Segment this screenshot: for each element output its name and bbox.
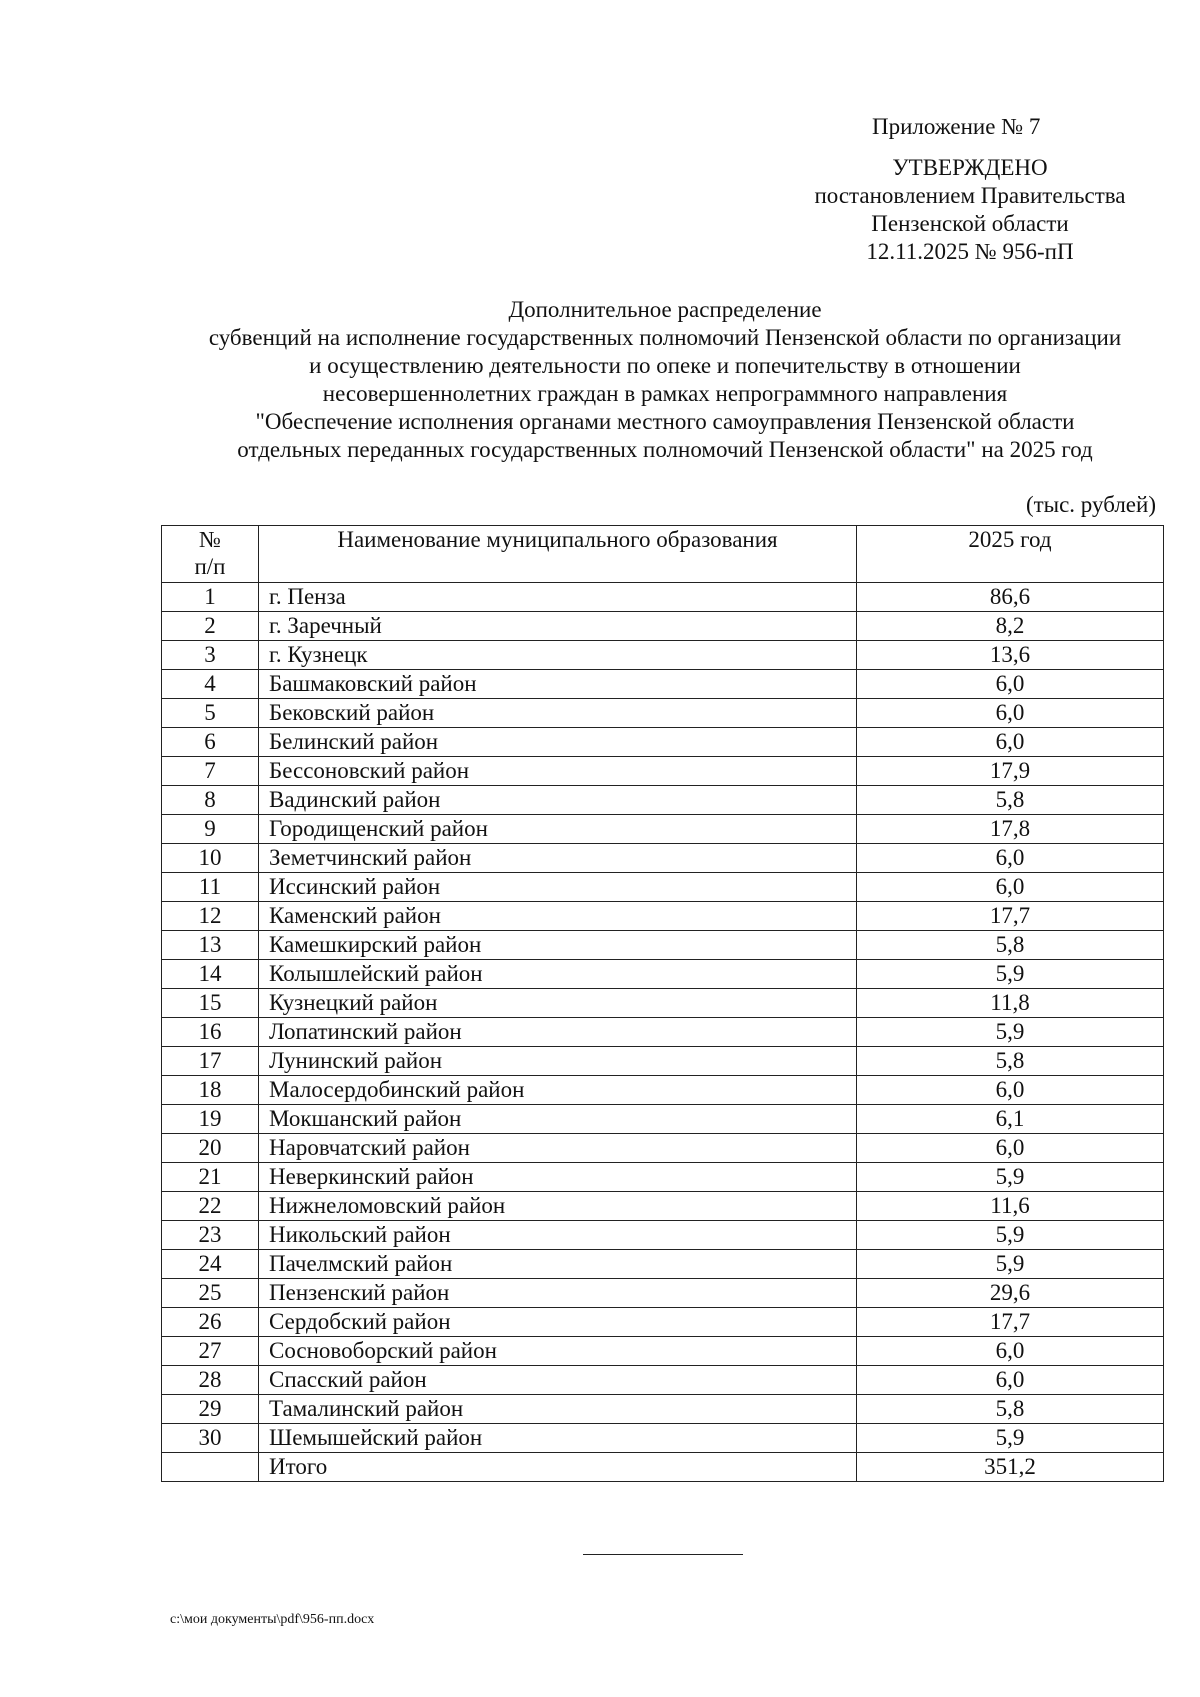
row-amount: 6,0 <box>857 1134 1164 1163</box>
table-row <box>162 786 1164 815</box>
total-number <box>162 1453 259 1482</box>
table-row <box>162 1192 1164 1221</box>
row-municipality: Камешкирский район <box>259 931 857 960</box>
row-number: 19 <box>162 1105 259 1134</box>
table-row <box>162 1163 1164 1192</box>
row-number: 18 <box>162 1076 259 1105</box>
row-amount: 6,0 <box>857 699 1164 728</box>
row-amount: 6,0 <box>857 728 1164 757</box>
table-row <box>162 1047 1164 1076</box>
row-amount: 5,8 <box>857 786 1164 815</box>
row-number: 23 <box>162 1221 259 1250</box>
row-number: 7 <box>162 757 259 786</box>
row-number: 10 <box>162 844 259 873</box>
row-number: 29 <box>162 1395 259 1424</box>
row-amount: 5,9 <box>857 1018 1164 1047</box>
row-amount: 6,1 <box>857 1105 1164 1134</box>
units-label: (тыс. рублей) <box>1025 492 1156 517</box>
header-name: Наименование муниципального образования <box>259 526 857 583</box>
header-number <box>162 526 259 583</box>
table-row <box>162 815 1164 844</box>
row-number: 17 <box>162 1047 259 1076</box>
row-amount: 29,6 <box>857 1279 1164 1308</box>
approved-word: УТВЕРЖДЕНО <box>892 155 1048 180</box>
total-amount: 351,2 <box>857 1453 1164 1482</box>
row-municipality: Лопатинский район <box>259 1018 857 1047</box>
table-row <box>162 670 1164 699</box>
table-row <box>162 699 1164 728</box>
row-municipality: Колышлейский район <box>259 960 857 989</box>
row-municipality: Бековский район <box>259 699 857 728</box>
row-number: 8 <box>162 786 259 815</box>
row-municipality: Малосердобинский район <box>259 1076 857 1105</box>
table-row <box>162 960 1164 989</box>
table-row <box>162 844 1164 873</box>
row-municipality: г. Кузнецк <box>259 641 857 670</box>
row-municipality: Кузнецкий район <box>259 989 857 1018</box>
footer-divider <box>583 1554 743 1555</box>
header-number-line1: № <box>199 527 221 552</box>
row-municipality: Нижнеломовский район <box>259 1192 857 1221</box>
row-number: 9 <box>162 815 259 844</box>
row-amount: 5,9 <box>857 1250 1164 1279</box>
row-municipality: Наровчатский район <box>259 1134 857 1163</box>
table-row <box>162 1018 1164 1047</box>
row-amount: 6,0 <box>857 1366 1164 1395</box>
row-amount: 86,6 <box>857 583 1164 612</box>
row-municipality: Сердобский район <box>259 1308 857 1337</box>
table-row <box>162 1279 1164 1308</box>
row-amount: 17,8 <box>857 815 1164 844</box>
approved-authority: Пензенской области <box>871 211 1069 236</box>
row-municipality: Спасский район <box>259 1366 857 1395</box>
row-number: 28 <box>162 1366 259 1395</box>
table-row <box>162 1076 1164 1105</box>
row-amount: 5,9 <box>857 1424 1164 1453</box>
row-number: 2 <box>162 612 259 641</box>
table-row <box>162 1250 1164 1279</box>
row-number: 13 <box>162 931 259 960</box>
row-municipality: Башмаковский район <box>259 670 857 699</box>
row-amount: 6,0 <box>857 844 1164 873</box>
row-number: 24 <box>162 1250 259 1279</box>
table-row <box>162 873 1164 902</box>
table-row <box>162 1337 1164 1366</box>
row-amount: 5,8 <box>857 1395 1164 1424</box>
table-row <box>162 641 1164 670</box>
table-row <box>162 728 1164 757</box>
table-row <box>162 583 1164 612</box>
row-number: 21 <box>162 1163 259 1192</box>
row-municipality: Тамалинский район <box>259 1395 857 1424</box>
title-line: и осуществлению деятельности по опеке и попечительству в отношении <box>309 353 1021 378</box>
approval-stamp <box>760 154 1180 266</box>
row-amount: 8,2 <box>857 612 1164 641</box>
row-municipality: Мокшанский район <box>259 1105 857 1134</box>
table-row <box>162 757 1164 786</box>
row-amount: 6,0 <box>857 873 1164 902</box>
file-path: c:\мои документы\pdf\956-пп.docx <box>170 1612 375 1627</box>
title-line: отдельных переданных государственных полномочий Пензенской области" на 2025 год <box>237 437 1093 462</box>
row-amount: 6,0 <box>857 670 1164 699</box>
row-municipality: Неверкинский район <box>259 1163 857 1192</box>
row-municipality: Иссинский район <box>259 873 857 902</box>
row-number: 25 <box>162 1279 259 1308</box>
table-row <box>162 902 1164 931</box>
table-row <box>162 1395 1164 1424</box>
title-line: субвенций на исполнение государственных полномочий Пензенской области по организации <box>208 325 1122 350</box>
row-amount: 5,9 <box>857 960 1164 989</box>
row-number: 16 <box>162 1018 259 1047</box>
row-number: 6 <box>162 728 259 757</box>
row-number: 15 <box>162 989 259 1018</box>
approved-by: постановлением Правительства <box>814 183 1126 208</box>
table-row <box>162 989 1164 1018</box>
row-amount: 13,6 <box>857 641 1164 670</box>
table-body <box>162 583 1164 1482</box>
row-number: 22 <box>162 1192 259 1221</box>
table-row <box>162 1105 1164 1134</box>
row-amount: 5,9 <box>857 1221 1164 1250</box>
total-row <box>162 1453 1164 1482</box>
row-municipality: Вадинский район <box>259 786 857 815</box>
row-amount: 6,0 <box>857 1337 1164 1366</box>
row-municipality: Белинский район <box>259 728 857 757</box>
row-number: 5 <box>162 699 259 728</box>
header-year: 2025 год <box>857 526 1164 583</box>
row-municipality: Сосновоборский район <box>259 1337 857 1366</box>
row-municipality: Лунинский район <box>259 1047 857 1076</box>
total-label: Итого <box>259 1453 857 1482</box>
row-municipality: Бессоновский район <box>259 757 857 786</box>
table-header-row <box>162 526 1164 583</box>
distribution-table <box>161 525 1164 1482</box>
row-number: 3 <box>162 641 259 670</box>
row-municipality: г. Пенза <box>259 583 857 612</box>
row-amount: 5,8 <box>857 1047 1164 1076</box>
row-amount: 6,0 <box>857 1076 1164 1105</box>
row-amount: 17,9 <box>857 757 1164 786</box>
row-amount: 17,7 <box>857 1308 1164 1337</box>
row-number: 12 <box>162 902 259 931</box>
row-amount: 11,6 <box>857 1192 1164 1221</box>
row-municipality: Никольский район <box>259 1221 857 1250</box>
row-municipality: Пачелмский район <box>259 1250 857 1279</box>
row-municipality: Каменский район <box>259 902 857 931</box>
table-row <box>162 1221 1164 1250</box>
row-number: 27 <box>162 1337 259 1366</box>
title-line: несовершеннолетних граждан в рамках непрограммного направления <box>322 381 1008 406</box>
row-number: 4 <box>162 670 259 699</box>
row-amount: 17,7 <box>857 902 1164 931</box>
row-amount: 11,8 <box>857 989 1164 1018</box>
approved-date-number: 12.11.2025 № 956-пП <box>866 239 1074 264</box>
row-amount: 5,8 <box>857 931 1164 960</box>
table-row <box>162 1134 1164 1163</box>
row-amount: 5,9 <box>857 1163 1164 1192</box>
document-title <box>150 296 1180 464</box>
appendix-number: Приложение № 7 <box>872 114 1041 139</box>
row-number: 1 <box>162 583 259 612</box>
header-number-line2: п/п <box>194 554 226 579</box>
row-municipality: Пензенский район <box>259 1279 857 1308</box>
table-row <box>162 1308 1164 1337</box>
table-row <box>162 931 1164 960</box>
row-municipality: Земетчинский район <box>259 844 857 873</box>
table-row <box>162 1366 1164 1395</box>
row-number: 11 <box>162 873 259 902</box>
title-line: "Обеспечение исполнения органами местного самоуправления Пензенской области <box>255 409 1075 434</box>
row-municipality: Шемышейский район <box>259 1424 857 1453</box>
row-municipality: Городищенский район <box>259 815 857 844</box>
row-number: 26 <box>162 1308 259 1337</box>
row-municipality: г. Заречный <box>259 612 857 641</box>
row-number: 14 <box>162 960 259 989</box>
title-line: Дополнительное распределение <box>508 297 822 322</box>
table-row <box>162 612 1164 641</box>
table-row <box>162 1424 1164 1453</box>
row-number: 30 <box>162 1424 259 1453</box>
row-number: 20 <box>162 1134 259 1163</box>
